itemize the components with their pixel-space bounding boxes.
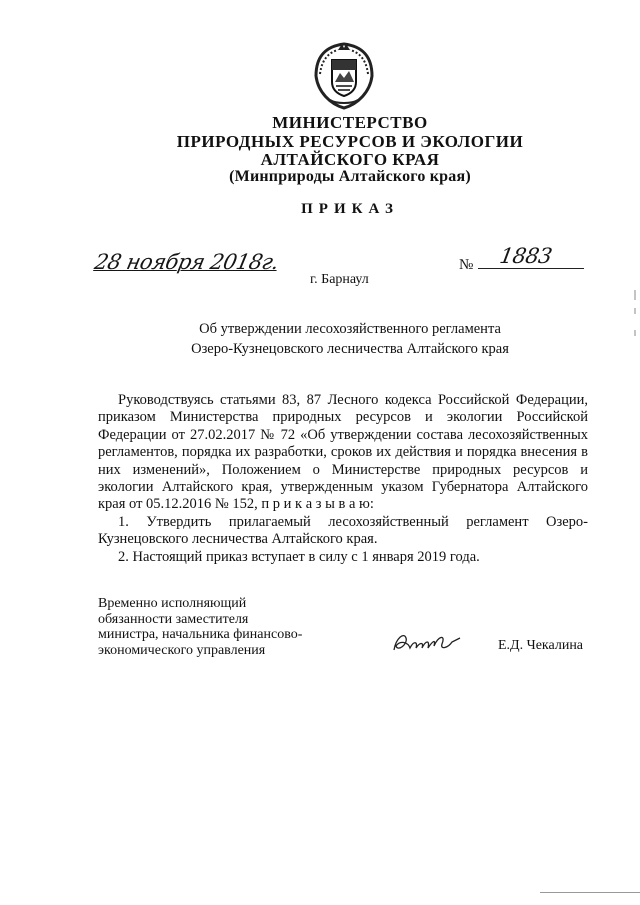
ministry-name-line1: МИНИСТЕРСТВО	[272, 113, 428, 132]
handwritten-date: 28 ноября 2018г.	[92, 250, 281, 274]
position-line1: Временно исполняющий	[98, 596, 247, 611]
order-item-2: 2. Настоящий приказ вступает в силу с 1 января 2019 года.	[118, 548, 480, 565]
ministry-name-line2: ПРИРОДНЫХ РЕСУРСОВ И ЭКОЛОГИИ	[176, 132, 524, 151]
body-text	[98, 392, 588, 566]
position-line4: экономического управления	[98, 642, 266, 658]
document-type-title: ПРИКАЗ	[301, 201, 399, 217]
ministry-name-line3: АЛТАЙСКОГО КРАЯ	[260, 150, 440, 169]
subject-line1: Об утверждении лесохозяйственного регламента	[199, 321, 501, 337]
city-label: г. Барнаул	[310, 272, 369, 287]
order-item-1: 1. Утвердить прилагаемый лесохозяйственный регламент Озеро-Кузнецовского лесничества Алтайского края.	[98, 513, 588, 548]
scan-edge-line	[540, 892, 640, 893]
signatory-position	[98, 596, 328, 658]
coat-of-arms-emblem	[308, 40, 380, 112]
handwritten-number: 1883	[497, 244, 554, 268]
number-underline	[478, 268, 584, 269]
ministry-short-name: (Минприроды Алтайского края)	[229, 168, 471, 185]
signatory-name: Е.Д. Чекалина	[498, 638, 584, 653]
handwritten-signature	[390, 628, 465, 658]
position-line3: министра, начальника финансово-	[98, 627, 303, 642]
number-label: №	[459, 257, 474, 273]
subject-line2: Озеро-Кузнецовского лесничества Алтайского края	[191, 341, 509, 357]
preamble-paragraph: Руководствуясь статьями 83, 87 Лесного кодекса Российской Федерации, приказом Министерства природных ресурсов и экологии Российской Федерации от 27.02.2017 № 72 «Об утверждении состава лесохозяйственных регламентов, порядка их разработки, сроков их действия и порядка внесения в них изменений», Положением о Министерстве природных ресурсов и экологии Алтайского края, утвержденным указом Губернатора Алтайского края от 05.12.2016 № 152, п р и к а з ы в а ю:	[98, 392, 588, 513]
position-line2: обязанности заместителя	[98, 611, 249, 627]
scan-margin-marks	[632, 290, 638, 350]
